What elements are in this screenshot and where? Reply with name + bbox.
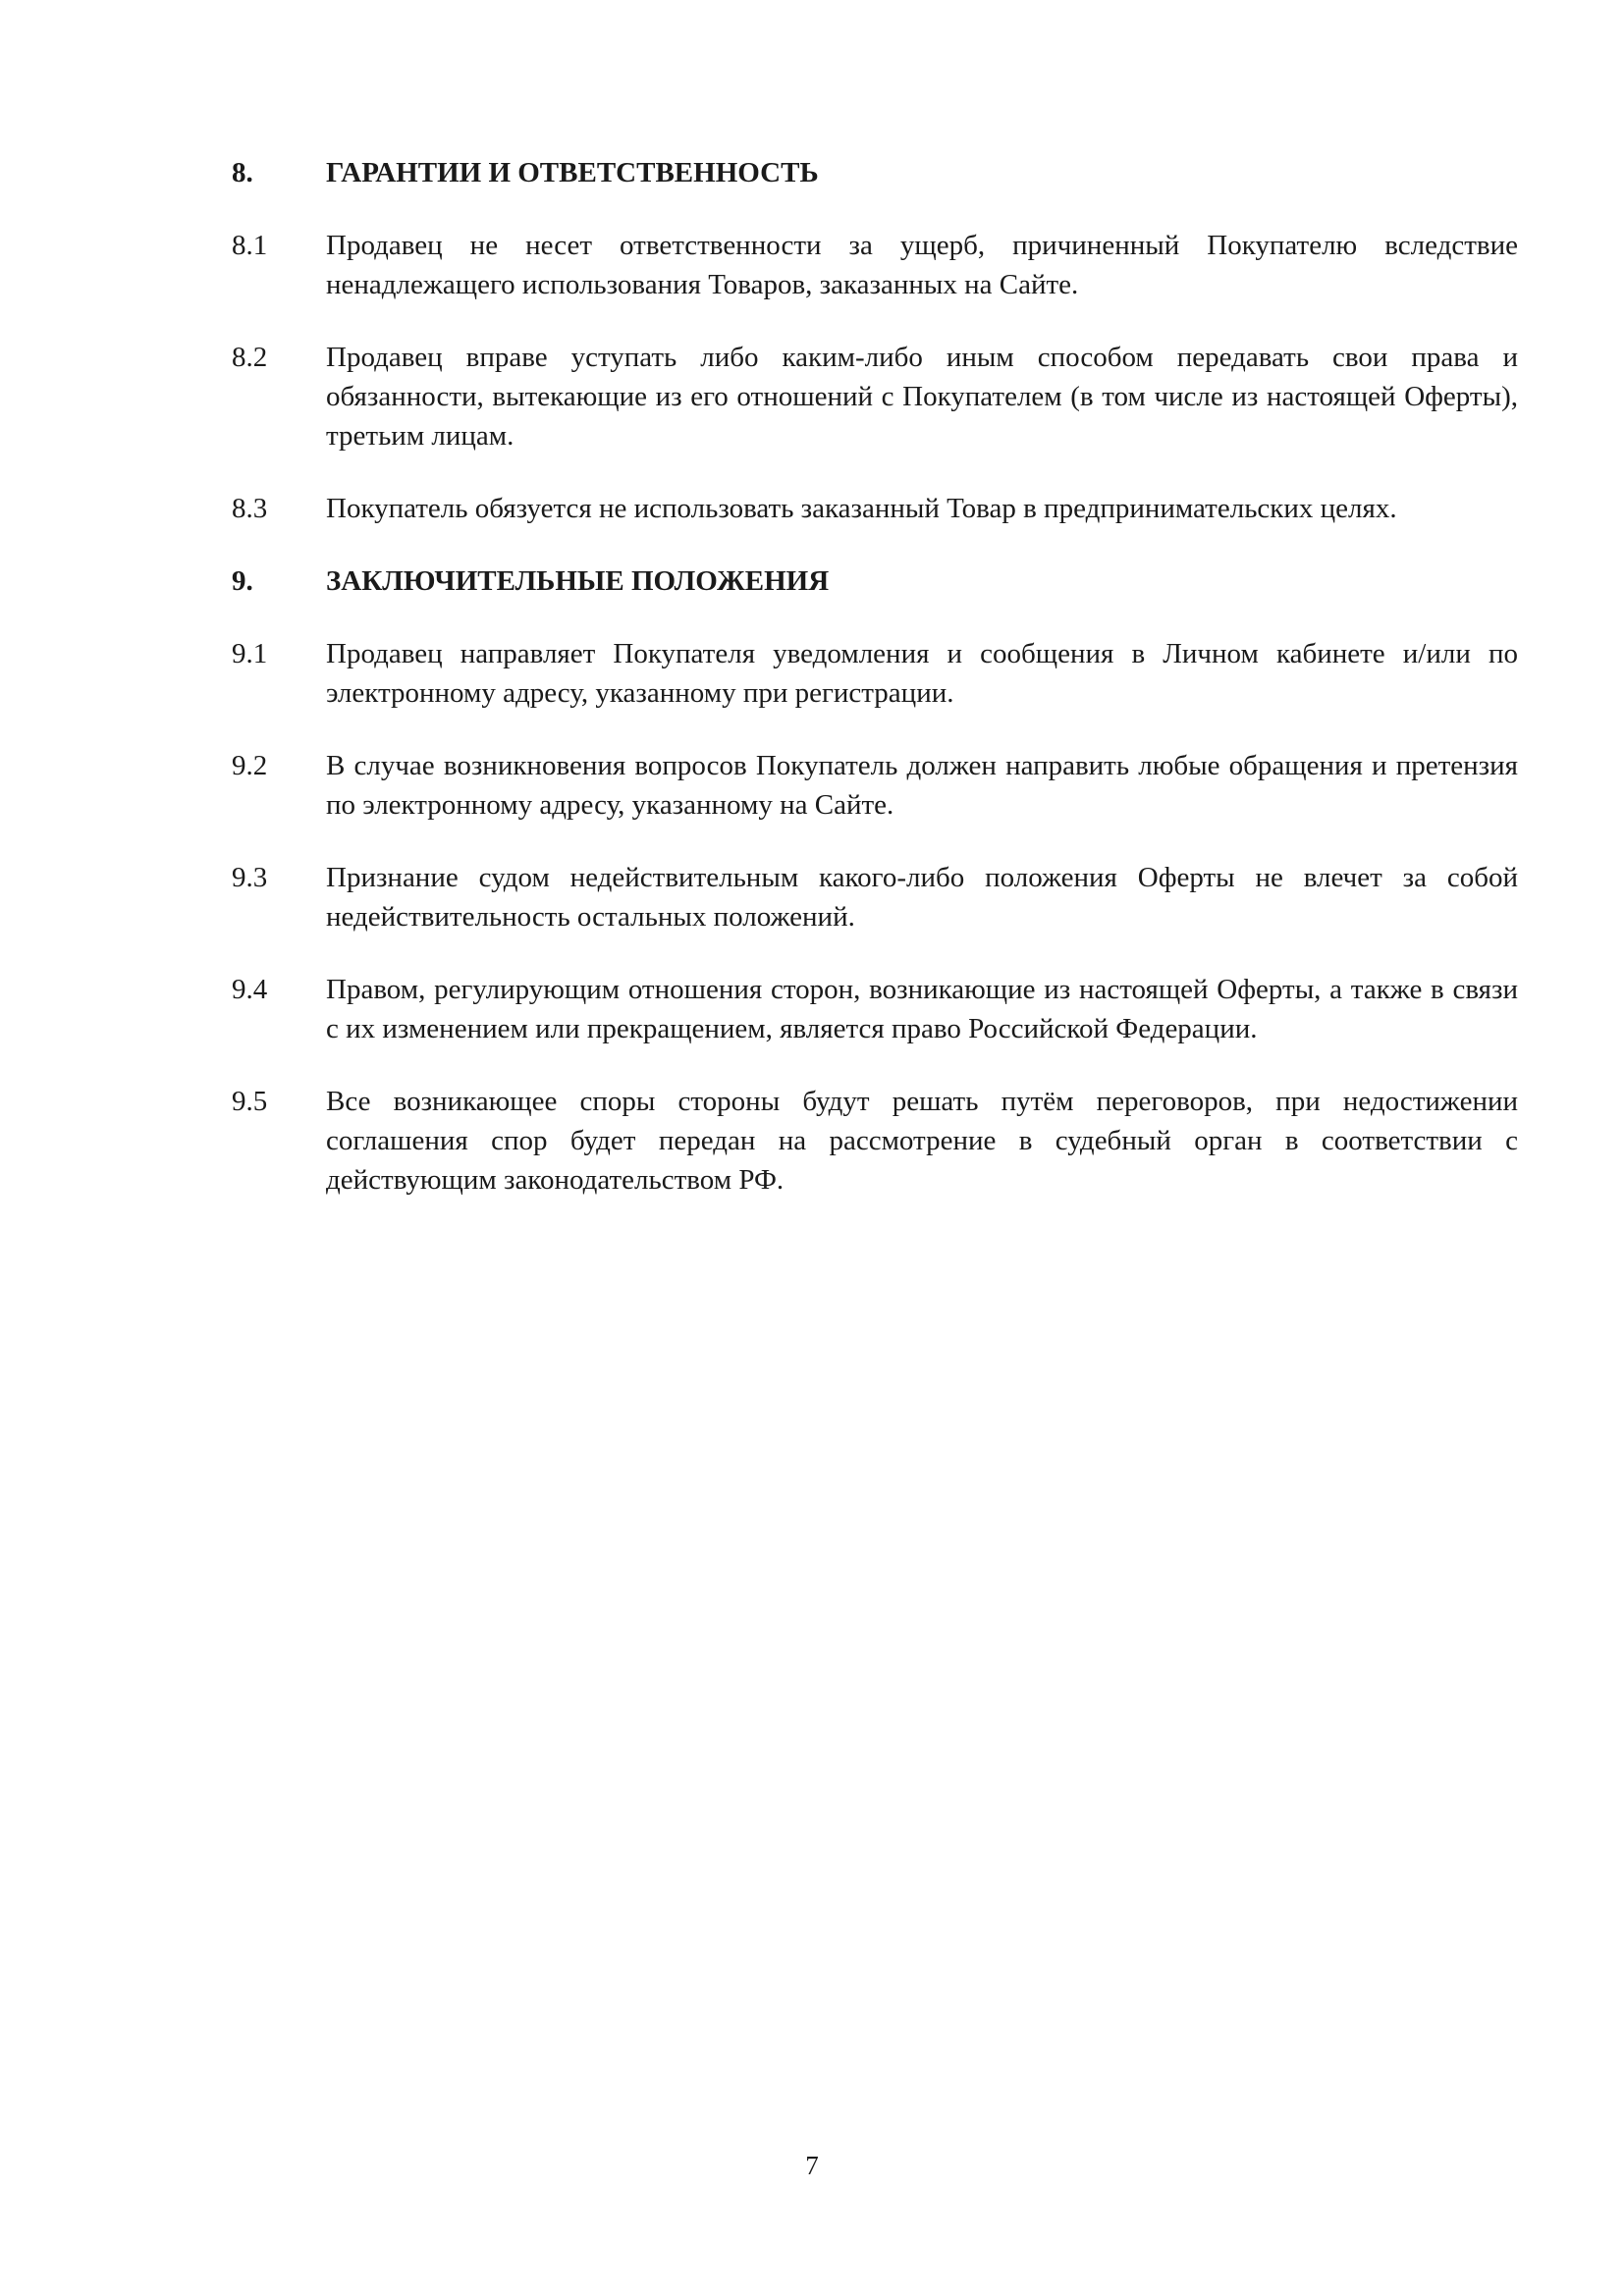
clause-number: 8.2 [232,342,268,373]
clause-number: 9.2 [232,750,268,781]
section-number: 9. [232,565,253,597]
clause-text: Продавец не несет ответственности за ущерб, причиненный Покупателю вследствие ненадлежащего использования Товаров, заказанных на Сайте. [326,230,1518,300]
clause-9-1 [232,634,1518,713]
section-heading-8 [232,153,1518,192]
clause-number: 9.3 [232,862,268,893]
clause-text: Признание судом недействительным какого-либо положения Оферты не влечет за собой недействительность остальных положений. [326,862,1518,933]
clause-8-2 [232,338,1518,455]
document-body [232,153,1518,1233]
clause-text: Правом, регулирующим отношения сторон, возникающие из настоящей Оферты, а также в связи с их изменением или прекращением, является право Российской Федерации. [326,974,1518,1044]
clause-9-5 [232,1082,1518,1200]
clause-8-3 [232,489,1518,528]
clause-9-2 [232,746,1518,825]
section-title: ЗАКЛЮЧИТЕЛЬНЫЕ ПОЛОЖЕНИЯ [326,565,830,597]
clause-number: 9.4 [232,974,268,1005]
clause-text: Продавец вправе уступать либо каким-либо иным способом передавать свои права и обязанности, вытекающие из его отношений с Покупателем (в том числе из настоящей Оферты), третьим лицам. [326,342,1518,452]
clause-text: Все возникающее споры стороны будут решать путём переговоров, при недостижении соглашения спор будет передан на рассмотрение в судебный орган в соответствии с действующим законодательством РФ. [326,1086,1518,1196]
section-number: 8. [232,157,253,188]
section-title: ГАРАНТИИ И ОТВЕТСТВЕННОСТЬ [326,157,819,188]
clause-text: Продавец направляет Покупателя уведомления и сообщения в Личном кабинете и/или по электронному адресу, указанному при регистрации. [326,638,1518,709]
clause-9-4 [232,970,1518,1048]
page-number: 7 [805,2151,819,2180]
clause-number: 9.5 [232,1086,268,1117]
clause-8-1 [232,226,1518,304]
section-heading-9 [232,561,1518,601]
clause-number: 8.1 [232,230,268,261]
clause-number: 8.3 [232,493,268,524]
clause-9-3 [232,858,1518,936]
clause-text: Покупатель обязуется не использовать заказанный Товар в предпринимательских целях. [326,493,1397,524]
clause-text: В случае возникновения вопросов Покупатель должен направить любые обращения и претензия по электронному адресу, указанному на Сайте. [326,750,1518,821]
clause-number: 9.1 [232,638,268,669]
